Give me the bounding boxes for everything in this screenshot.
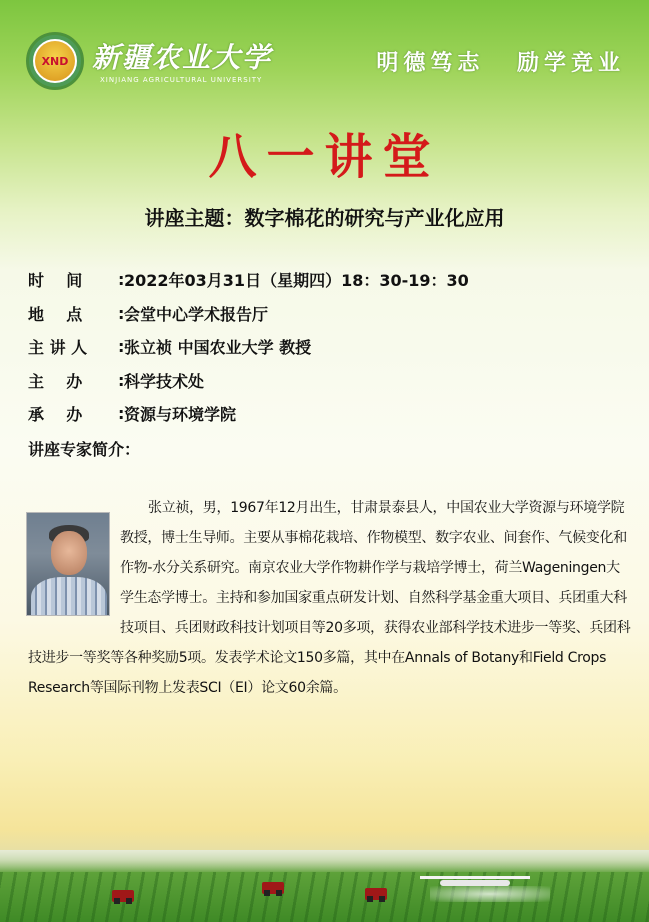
crop-rows [0,872,649,922]
university-logo [26,32,84,90]
info-value-organizer: 资源与环境学院 [124,405,237,425]
university-motto: 明德笃志 励学竞业 [376,50,625,76]
crop-duster-plane-icon [420,874,530,888]
info-row-host [28,364,628,398]
sky-haze [0,850,649,872]
farmland-banner [0,850,649,922]
info-row-time [28,263,628,297]
info-row-speaker [28,330,628,364]
info-value-time: 2022年03月31日（星期四）18：30-19：30 [124,271,469,291]
plane-wing [420,876,530,879]
bio-heading: 讲座专家简介： [28,440,141,459]
plane-body [440,880,510,886]
bio-text: 张立祯，男，1967年12月出生，甘肃景泰县人，中国农业大学资源与环境学院教授，博士生导师。主要从事棉花栽培、作物模型、数字农业、间套作、气候变化和作物-水分关系研究。南京农业大学作物耕作学与栽培学博士，荷兰Wageningen大学生态学博士。主持和参加国家重点研发计划、自然科学基金重大项目、兵团重大科技项目、兵团财政科技计划项目等20多项，获得农业部科学技术进步一等奖、兵团科技进步一等奖等各种奖励5项。发表学术论文150多篇，其中在Annals of Botany和Field Crops Research等国际刊物上发表SCI（EI）论文60余篇。 [28,500,631,696]
logo-ring [26,32,84,90]
tractor-icon [112,890,134,902]
info-colon: : [118,404,125,424]
bio-photo-spacer [28,493,120,639]
info-value-host: 科学技术处 [124,371,205,391]
info-label: 主 办 [28,371,83,391]
info-label: 时 间 [28,271,83,291]
speaker-bio [28,493,632,703]
tractor-icon [262,882,284,894]
info-row-location [28,297,628,331]
info-colon: : [118,370,125,390]
tractor-icon [365,888,387,900]
lecture-info [28,263,628,431]
info-row-organizer [28,397,628,431]
info-value-location: 会堂中心学术报告厅 [124,304,269,324]
info-colon: : [118,303,125,323]
spray-mist [430,886,550,902]
info-label: 主 讲 人 [28,338,88,358]
info-colon: : [118,270,125,290]
lecture-series-title: 八一讲堂 [208,129,441,185]
university-name-en: XINJIANG AGRICULTURAL UNIVERSITY [100,76,263,84]
lecture-topic: 讲座主题：数字棉花的研究与产业化应用 [144,206,505,230]
info-label: 承 办 [28,405,83,425]
poster-header [0,0,649,100]
info-label: 地 点 [28,304,83,324]
info-colon: : [118,337,125,357]
logo-text: XND [41,54,69,68]
university-name-cn: 新疆农业大学 [92,41,273,74]
info-value-speaker: 张立祯 中国农业大学 教授 [124,338,312,358]
